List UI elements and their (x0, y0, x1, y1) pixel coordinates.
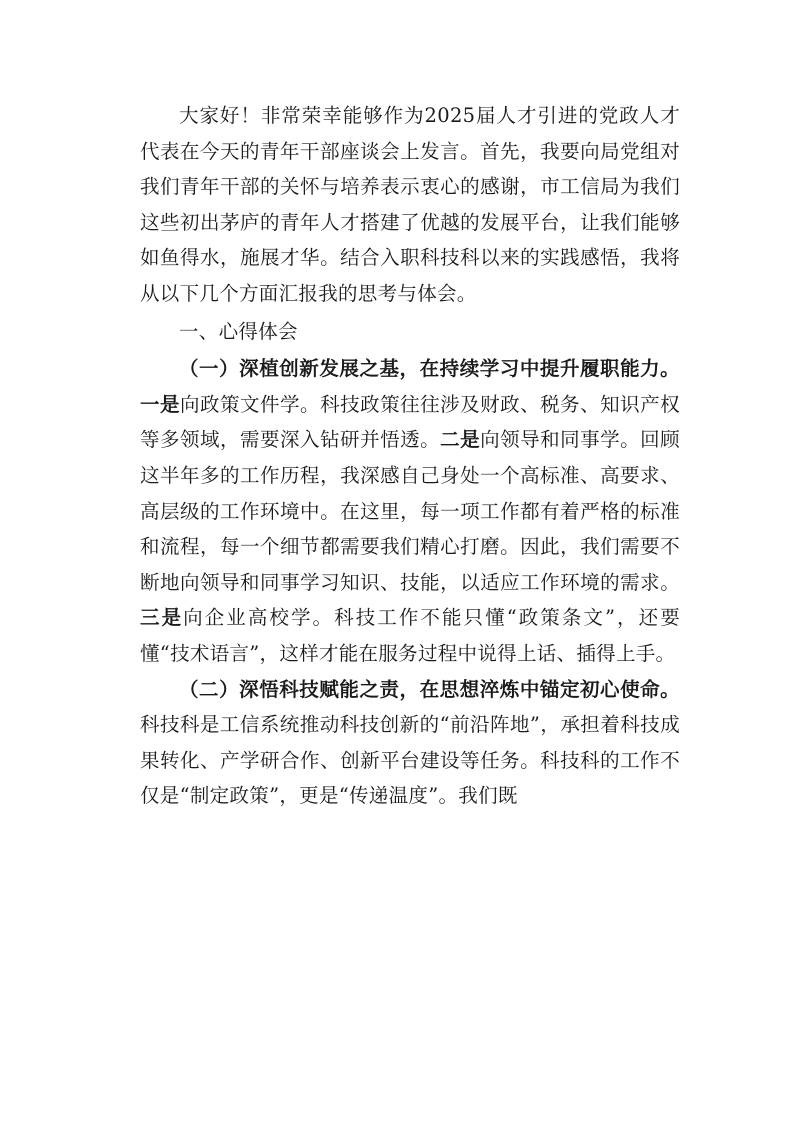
point-3-lead: 三是 (140, 606, 184, 630)
subsection-1-title: （一）深植创新发展之基，在持续学习中提升履职能力。 (179, 357, 680, 381)
intro-paragraph: 大家好！非常荣幸能够作为2025届人才引进的党政人才代表在今天的青年干部座谈会上发言。首先，我要向局党组对我们青年干部的关怀与培养表示衷心的感谢，市工信局为我们这些初出茅庐的青年人才搭建了优越的发展平台，让我们能够如鱼得水，施展才华。结合入职科技科以来的实践感悟，我将从以下几个方面汇报我的思考与体会。 (140, 104, 680, 305)
subsection-2-paragraph (140, 672, 680, 814)
point-3-text: 向企业高校学。科技工作不能只懂“政策条文”，还要懂“技术语言”，这样才能在服务过程中说得上话、插得上手。 (140, 606, 680, 665)
point-1-text: 向政策文件学。科技政策往往涉及财政、税务、知识产权等多领域，需要深入钻研并悟透。 (140, 392, 680, 452)
subsection-2-title: （二）深悟科技赋能之责，在思想淬炼中锚定初心使命。 (179, 677, 680, 701)
subsection-1-paragraph (140, 351, 680, 671)
subsection-2-text: 科技科是工信系统推动科技创新的“前沿阵地”，承担着科技成果转化、产学研合作、创新平台建设等任务。科技科的工作不仅是“制定政策”，更是“传递温度”。我们既 (140, 713, 680, 808)
section-heading-experience: 一、心得体会 (179, 319, 298, 343)
point-2-text: 向领导和同事学。回顾这半年多的工作历程，我深感自己身处一个高标准、高要求、高层级的工作环境中。在这里，每一项工作都有着严格的标准和流程，每一个细节都需要我们精心打磨。因此，我们需要不断地向领导和同事学习知识、技能，以适应工作环境的需求。 (140, 428, 680, 594)
document-page (140, 98, 680, 814)
point-1-lead: 一是 (140, 392, 181, 416)
point-2-lead: 二是 (440, 428, 481, 452)
